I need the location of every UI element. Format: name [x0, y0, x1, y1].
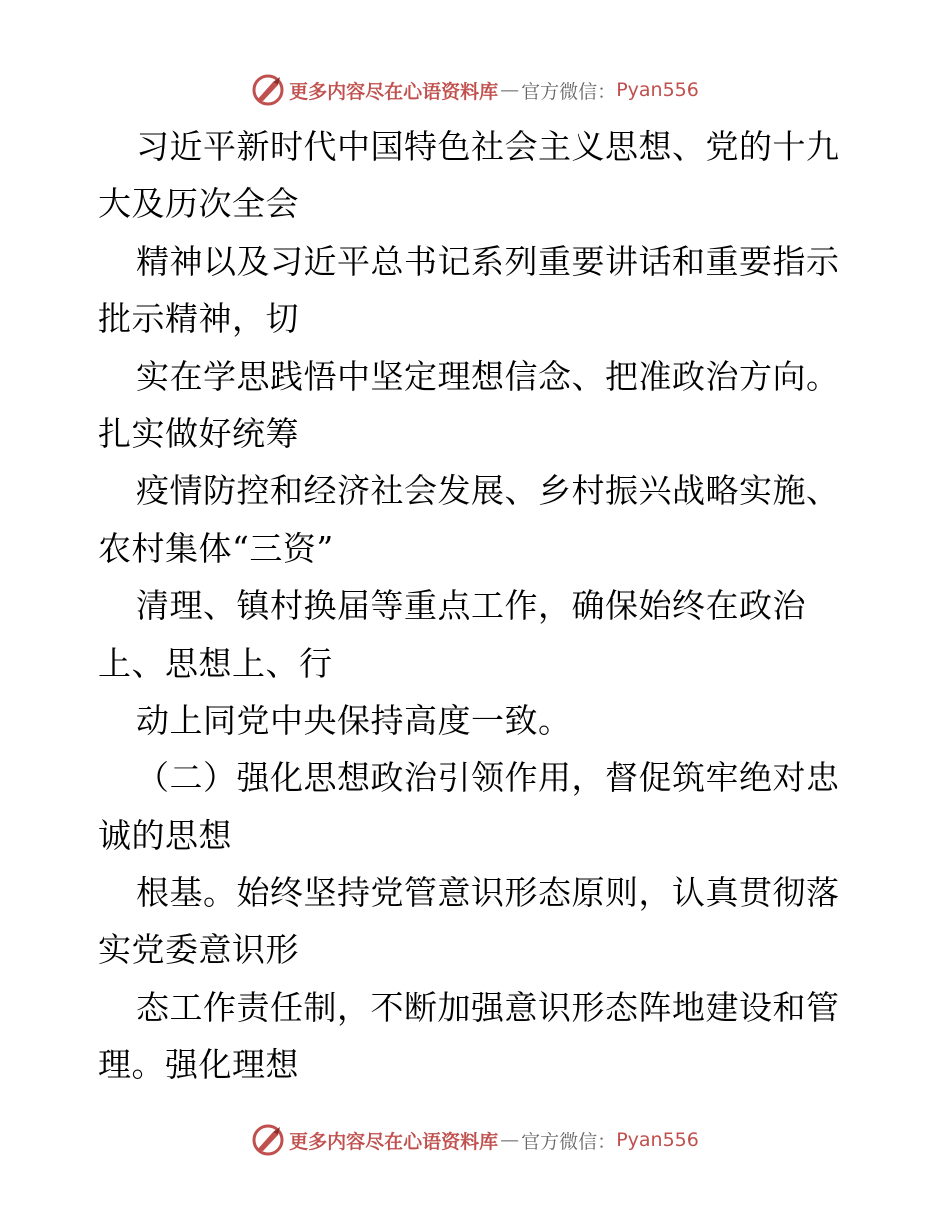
text-line: 实在学思践悟中坚定理想信念、把准政治方向。: [136, 356, 840, 396]
text-line: 疫情防控和经济社会发展、乡村振兴战略实施、: [136, 471, 840, 511]
watermark-brand: 更多内容尽在心语资料库: [289, 80, 499, 103]
text-line: 实党委意识形: [98, 930, 299, 970]
text-line: 清理、镇村换届等重点工作，确保始终在政治: [136, 586, 806, 626]
text-line: 理。强化理想: [98, 1045, 299, 1085]
document-body: [98, 118, 858, 1094]
text-line: 习近平新时代中国特色社会主义思想、党的十九: [136, 127, 840, 166]
quill-pen-seal-icon: [251, 73, 285, 107]
quill-pen-seal-icon: [251, 1123, 285, 1157]
text-line: 批示精神，切: [98, 299, 299, 339]
text-line: 农村集体“三资”: [98, 528, 334, 568]
header-watermark: [0, 70, 950, 110]
text-line: 上、思想上、行: [98, 643, 333, 683]
watermark-separator: —: [500, 79, 520, 101]
watermark-label: 官方微信：: [521, 1130, 617, 1153]
text-line: （二）强化思想政治引领作用，督促筑牢绝对忠: [136, 758, 840, 798]
watermark-separator: —: [500, 1129, 520, 1151]
text-line: 诚的思想: [98, 815, 232, 855]
watermark-account: Pyan556: [616, 79, 699, 101]
watermark-label: 官方微信：: [521, 80, 617, 103]
text-line: 扎实做好统筹: [98, 413, 299, 453]
text-line: 精神以及习近平总书记系列重要讲话和重要指示: [136, 241, 840, 281]
text-line: 大及历次全会: [98, 184, 299, 224]
text-line: 态工作责任制，不断加强意识形态阵地建设和管: [136, 987, 840, 1027]
text-line: 动上同党中央保持高度一致。: [136, 700, 572, 740]
watermark-account: Pyan556: [616, 1129, 699, 1151]
text-line: 根基。始终坚持党管意识形态原则，认真贯彻落: [136, 873, 840, 913]
watermark-brand: 更多内容尽在心语资料库: [289, 1130, 499, 1153]
footer-watermark: [0, 1120, 950, 1160]
